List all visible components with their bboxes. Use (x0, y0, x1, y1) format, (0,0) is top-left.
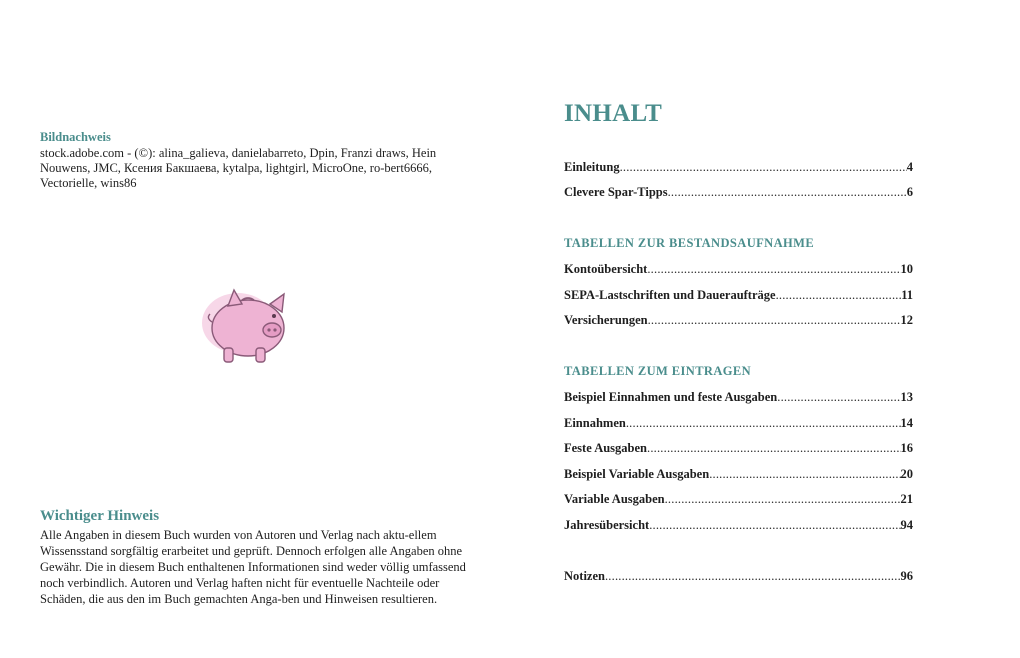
toc-leader (777, 390, 900, 405)
toc-entry-jahresuebersicht[interactable] (564, 518, 913, 534)
important-notice (40, 508, 470, 607)
toc-leader (620, 160, 907, 175)
toc-entry-page: 12 (900, 313, 913, 327)
toc-entry-label: Clevere Spar-Tipps (564, 185, 668, 199)
notice-heading: Wichtiger Hinweis (40, 508, 160, 524)
toc-leader (647, 262, 900, 277)
toc-entry-page: 6 (906, 185, 913, 199)
toc-leader (665, 492, 901, 507)
notice-text: Alle Angaben in diesem Buch wurden von Autoren und Verlag nach aktu-ellem Wissensstand sorgfältig erarbeitet und geprüft. Dennoch erfolgen alle Angaben ohne Gewähr. Die in diesem Buch enthaltenen Informationen sind weder völlig umfassend noch verbindlich. Autoren und Verlag haften nicht für eventuelle Nachteile oder Schäden, die aus den im Buch gemachten Anga-ben und Hinweisen resultieren. (40, 528, 466, 606)
toc-entry-sepa[interactable] (564, 288, 913, 304)
toc-title: INHALT (564, 100, 663, 127)
toc-section-heading: TABELLEN ZUM EINTRAGEN (564, 364, 752, 378)
toc-entry-label: Notizen (564, 569, 605, 583)
toc-entry-kontouebersicht[interactable] (564, 262, 913, 278)
toc-entry-page: 14 (900, 416, 913, 430)
toc-entry-notizen[interactable] (564, 569, 913, 585)
toc-entry-label: Beispiel Variable Ausgaben (564, 467, 710, 481)
toc-entry-page: 13 (900, 390, 913, 404)
credits-heading: Bildnachweis (40, 130, 111, 144)
toc-leader (648, 313, 901, 328)
toc-entry-label: Einnahmen (564, 416, 626, 430)
toc-entry-label: Variable Ausgaben (564, 492, 665, 506)
toc-entry-label: Kontoübersicht (564, 262, 648, 276)
toc-entry-page: 96 (900, 569, 913, 583)
toc-entry-page: 21 (900, 492, 913, 506)
right-page (510, 0, 1020, 658)
piggy-bank-icon (198, 282, 298, 368)
toc-entry-page: 4 (906, 160, 913, 174)
toc-entry-einleitung[interactable] (564, 160, 913, 176)
toc-leader (605, 569, 901, 584)
toc-entry-label: Versicherungen (564, 313, 648, 327)
toc-leader (626, 416, 901, 431)
toc-entry-label: Einleitung (564, 160, 620, 174)
toc-entry-page: 94 (900, 518, 913, 532)
toc-entry-page: 10 (900, 262, 913, 276)
toc-leader (668, 185, 907, 200)
toc-entry-versicherungen[interactable] (564, 313, 913, 329)
toc-leader (709, 467, 900, 482)
toc-entry-label: Jahresübersicht (564, 518, 650, 532)
toc-section-heading: TABELLEN ZUR BESTANDSAUFNAHME (564, 236, 815, 250)
image-credits (40, 130, 440, 191)
toc-entry-variable-ausgaben[interactable] (564, 492, 913, 508)
toc-leader (649, 518, 900, 533)
credits-text: stock.adobe.com - (©): alina_galieva, danielabarreto, Dpin, Franzi draws, Hein Nouwens, JMC, Ксения Бакшаева, kytalpa, lightgirl, MicroOne, ro-bert6666, Vectorielle, wins86 (40, 146, 437, 190)
toc-entry-label: SEPA-Lastschriften und Daueraufträge (564, 288, 776, 302)
toc-entry-label: Beispiel Einnahmen und feste Ausgaben (564, 390, 778, 404)
toc-entry-page: 16 (900, 441, 913, 455)
toc-leader (776, 288, 902, 303)
toc-entry-spar-tipps[interactable] (564, 185, 913, 201)
toc-entry-label: Feste Ausgaben (564, 441, 647, 455)
toc-entry-page: 20 (900, 467, 913, 481)
toc-entry-feste-ausgaben[interactable] (564, 441, 913, 457)
toc-entry-beispiel-variable[interactable] (564, 467, 913, 483)
toc-entry-einnahmen[interactable] (564, 416, 913, 432)
toc-leader (647, 441, 901, 456)
toc-entry-page: 11 (901, 288, 913, 302)
toc-entry-beispiel-einnahmen[interactable] (564, 390, 913, 406)
